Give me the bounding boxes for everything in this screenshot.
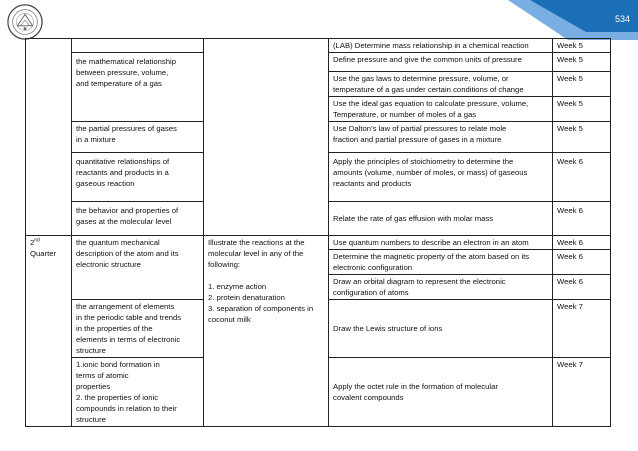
week-cell [553, 202, 611, 236]
performance-cell-empty [204, 39, 329, 236]
quarter-label: Quarter [30, 249, 57, 258]
competency-cell [329, 275, 553, 300]
content-cell [72, 202, 204, 236]
content-text: structure [76, 415, 106, 424]
competency-text: Use Dalton’s law of partial pressures to relate mole [333, 124, 507, 133]
week-cell [553, 53, 611, 72]
competency-text: amounts (volume, number of moles, or mass) of gaseous [333, 168, 528, 177]
competency-cell [329, 250, 553, 275]
competency-text: Determine the magnetic property of the atom based on its [333, 252, 530, 261]
week-text: Week 5 [557, 124, 583, 133]
content-cell [72, 53, 204, 122]
quarter-number: 2nd [30, 237, 40, 247]
content-text: in a mixture [76, 135, 116, 144]
quarter-cell-empty [26, 39, 72, 236]
content-cell [72, 153, 204, 202]
content-text: and temperature of a gas [76, 79, 162, 88]
content-text: 2. the properties of ionic [76, 393, 159, 402]
deped-seal-logo [6, 3, 44, 41]
content-cell [72, 300, 204, 358]
content-cell [72, 122, 204, 153]
competency-text: covalent compounds [333, 393, 404, 402]
performance-item: 3. separation of components in [208, 304, 314, 313]
content-cell [72, 39, 204, 53]
competency-text: Apply the octet rule in the formation of molecular [333, 382, 498, 391]
performance-item: 2. protein denaturation [208, 293, 285, 302]
competency-cell [329, 358, 553, 427]
content-text: elements in terms of electronic [76, 335, 181, 344]
content-text: gaseous reaction [76, 179, 135, 188]
week-cell [553, 39, 611, 53]
week-text: Week 6 [557, 157, 583, 166]
competency-text: Define pressure and give the common units of pressure [333, 55, 522, 64]
content-text: the arrangement of elements [76, 302, 175, 311]
content-text: terms of atomic [76, 371, 129, 380]
competency-text: Draw the Lewis structure of ions [333, 324, 443, 333]
competency-cell [329, 236, 553, 250]
content-cell [72, 236, 204, 300]
competency-text: Use the ideal gas equation to calculate pressure, volume, [333, 99, 529, 108]
content-text: compounds in relation to their [76, 404, 177, 413]
competency-text: configuration of atoms [333, 288, 409, 297]
week-cell [553, 275, 611, 300]
content-text: in the periodic table and trends [76, 313, 182, 322]
performance-text: following: [208, 260, 241, 269]
performance-item: coconut milk [208, 315, 251, 324]
competency-cell [329, 300, 553, 358]
week-text: Week 6 [557, 277, 583, 286]
content-text: properties [76, 382, 111, 391]
competency-cell [329, 153, 553, 202]
week-text: Week 7 [557, 302, 583, 311]
content-text: description of the atom and its [76, 249, 179, 258]
week-cell [553, 122, 611, 153]
competency-text: Temperature, or number of moles of a gas [333, 110, 477, 119]
content-text: the quantum mechanical [76, 238, 160, 247]
competency-text: fraction and partial pressure of gases in a mixture [333, 135, 502, 144]
competency-cell [329, 97, 553, 122]
performance-cell [204, 236, 329, 427]
week-text: Week 5 [557, 74, 583, 83]
table-row [26, 39, 611, 53]
competency-cell [329, 72, 553, 97]
week-cell [553, 236, 611, 250]
week-text: Week 7 [557, 360, 583, 369]
competency-text: Draw an orbital diagram to represent the electronic [333, 277, 506, 286]
performance-text: molecular level in any of the [208, 249, 304, 258]
content-text: structure [76, 346, 106, 355]
performance-text: Illustrate the reactions at the [208, 238, 305, 247]
content-text: the mathematical relationship [76, 57, 176, 66]
content-text: between pressure, volume, [76, 68, 169, 77]
content-text: in the properties of the [76, 324, 153, 333]
week-cell [553, 72, 611, 97]
content-cell [72, 358, 204, 427]
week-cell [553, 300, 611, 358]
content-text: quantitative relationships of [76, 157, 170, 166]
week-text: Week 5 [557, 55, 583, 64]
week-text: Week 5 [557, 41, 583, 50]
week-cell [553, 97, 611, 122]
competency-text: Use the gas laws to determine pressure, volume, or [333, 74, 509, 83]
content-text: gases at the molecular level [76, 217, 172, 226]
competency-text: electronic configuration [333, 263, 413, 272]
competency-cell [329, 202, 553, 236]
competency-text: Relate the rate of gas effusion with molar mass [333, 214, 494, 223]
competency-text: Apply the principles of stoichiometry to determine the [333, 157, 514, 166]
competency-cell [329, 53, 553, 72]
quarter-cell [26, 236, 72, 427]
week-cell [553, 153, 611, 202]
content-text: 1.ionic bond formation in [76, 360, 160, 369]
performance-item: 1. enzyme action [208, 282, 267, 291]
week-text: Week 5 [557, 99, 583, 108]
competency-text: Use quantum numbers to describe an electron in an atom [333, 238, 529, 247]
week-cell [553, 358, 611, 427]
content-text: the partial pressures of gases [76, 124, 177, 133]
week-cell [553, 250, 611, 275]
competency-text: reactants and products [333, 179, 412, 188]
content-text: the behavior and properties of [76, 206, 179, 215]
content-text: electronic structure [76, 260, 141, 269]
week-text: Week 6 [557, 238, 583, 247]
competency-text: (LAB) Determine mass relationship in a chemical reaction [333, 41, 529, 50]
table-row [26, 236, 611, 250]
competency-text: temperature of a gas under certain conditions of change [333, 85, 524, 94]
week-text: Week 6 [557, 206, 583, 215]
week-text: Week 6 [557, 252, 583, 261]
content-text: reactants and products in a [76, 168, 169, 177]
competency-cell [329, 122, 553, 153]
page-number: 534 [614, 14, 630, 24]
competency-cell [329, 39, 553, 53]
curriculum-table [25, 38, 611, 427]
